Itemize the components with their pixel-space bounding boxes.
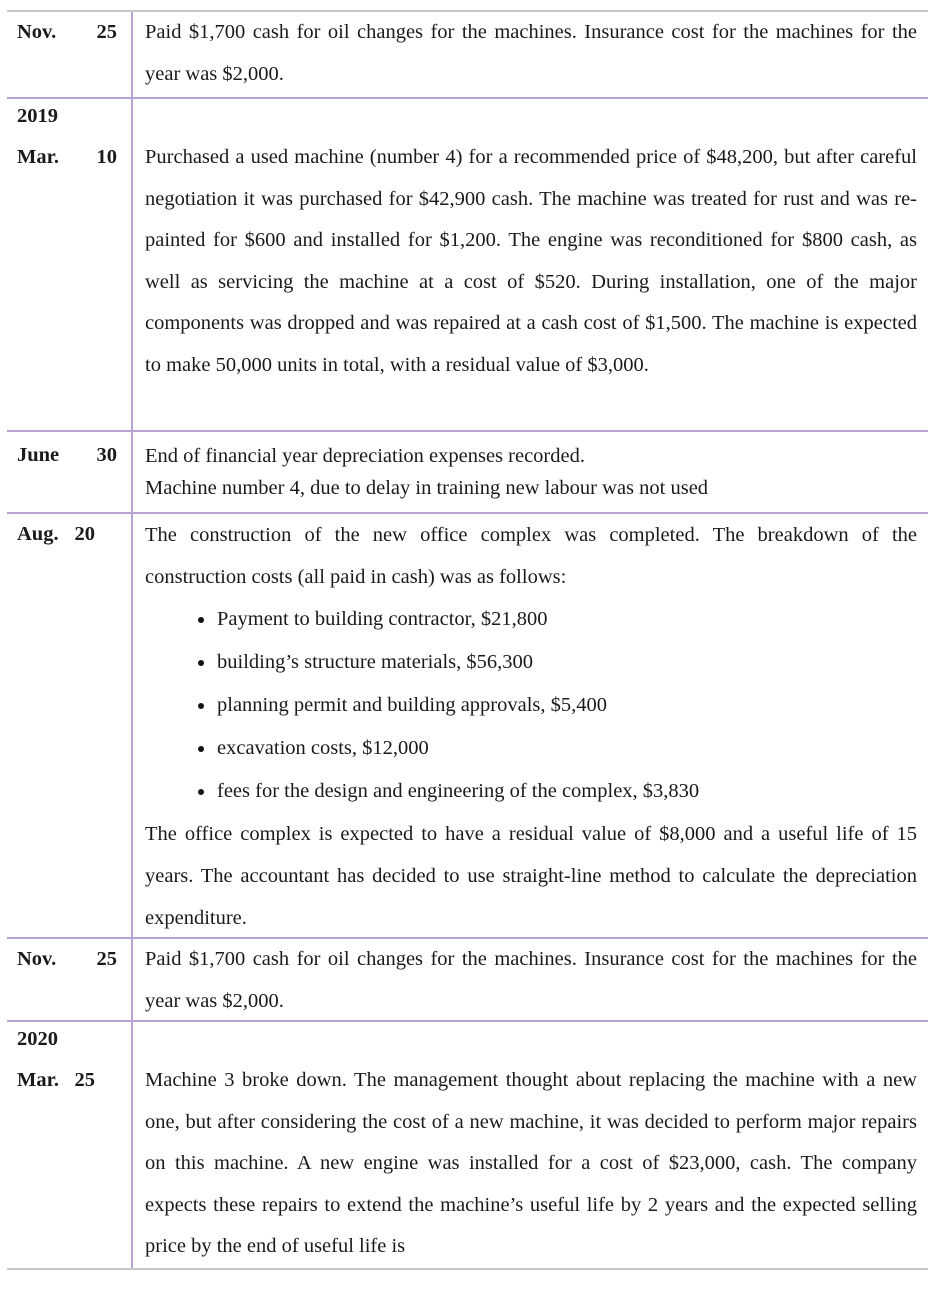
description: Paid $1,700 cash for oil changes for the machines. Insurance cost for the machines for the year was $2,000.	[145, 948, 917, 1012]
table-row	[7, 430, 928, 512]
day: 25	[74, 1069, 95, 1091]
transactions-table	[7, 10, 928, 1270]
month: Nov.	[17, 21, 57, 43]
year: 2019	[17, 105, 58, 127]
table-row	[7, 1020, 928, 1268]
description-intro: The construction of the new office complex was completed. The breakdown of the construction costs (all paid in cash) was as follows:	[145, 524, 917, 588]
month: Aug.	[17, 523, 59, 545]
month: Nov.	[17, 948, 57, 970]
date-cell	[7, 432, 133, 512]
date-cell	[7, 939, 133, 1020]
description-line: End of financial year depreciation expenses recorded.	[145, 445, 585, 467]
date-cell	[7, 1022, 133, 1268]
list-item: planning permit and building approvals, $5,400	[145, 684, 917, 727]
list-item: excavation costs, $12,000	[145, 727, 917, 770]
description-cell	[133, 939, 928, 1020]
list-item: building’s structure materials, $56,300	[145, 641, 917, 684]
date-cell	[7, 99, 133, 430]
description: Paid $1,700 cash for oil changes for the machines. Insurance cost for the machines for the year was $2,000.	[145, 21, 917, 85]
description-cell	[133, 432, 928, 512]
description-outro: The office complex is expected to have a residual value of $8,000 and a useful life of 15 years. The accountant has decided to use straight-line method to calculate the depreciation expenditure.	[145, 823, 917, 929]
month: Mar.	[17, 146, 59, 168]
description-cell	[133, 12, 928, 97]
list-item: fees for the design and engineering of the complex, $3,830	[145, 770, 917, 813]
description-cell	[133, 99, 928, 430]
list-item: Payment to building contractor, $21,800	[145, 598, 917, 641]
table-row	[7, 937, 928, 1020]
description-cell	[133, 1022, 928, 1268]
description-line: Machine number 4, due to delay in training new labour was not used	[145, 477, 709, 499]
month: June	[17, 444, 60, 466]
day: 25	[96, 948, 117, 970]
day: 25	[96, 21, 117, 43]
year: 2020	[17, 1028, 58, 1050]
month: Mar.	[17, 1069, 59, 1091]
description: Machine 3 broke down. The management thought about replacing the machine with a new one, but after considering the cost of a new machine, it was decided to perform major repairs on this machine. A new engine was installed for a cost of $23,000, cash. The company expects these repairs to extend the machine’s useful life by 2 years and the expected selling price by the end of useful life is	[145, 1069, 917, 1257]
cost-list	[145, 598, 917, 813]
description: Purchased a used machine (number 4) for a recommended price of $48,200, but after careful negotiation it was purchased for $42,900 cash. The machine was treated for rust and was re-painted for $600 and installed for $1,200. The engine was reconditioned for $800 cash, as well as servicing the machine at a cost of $520. During installation, one of the major components was dropped and was repaired at a cash cost of $1,500. The machine is expected to make 50,000 units in total, with a residual value of $3,000.	[145, 146, 917, 376]
date-cell	[7, 12, 133, 97]
day: 20	[74, 523, 95, 545]
table-row	[7, 97, 928, 430]
day: 10	[96, 146, 117, 168]
description-cell	[133, 514, 928, 937]
date-cell	[7, 514, 133, 937]
table-row	[7, 12, 928, 97]
day: 30	[96, 444, 117, 466]
table-row	[7, 512, 928, 937]
